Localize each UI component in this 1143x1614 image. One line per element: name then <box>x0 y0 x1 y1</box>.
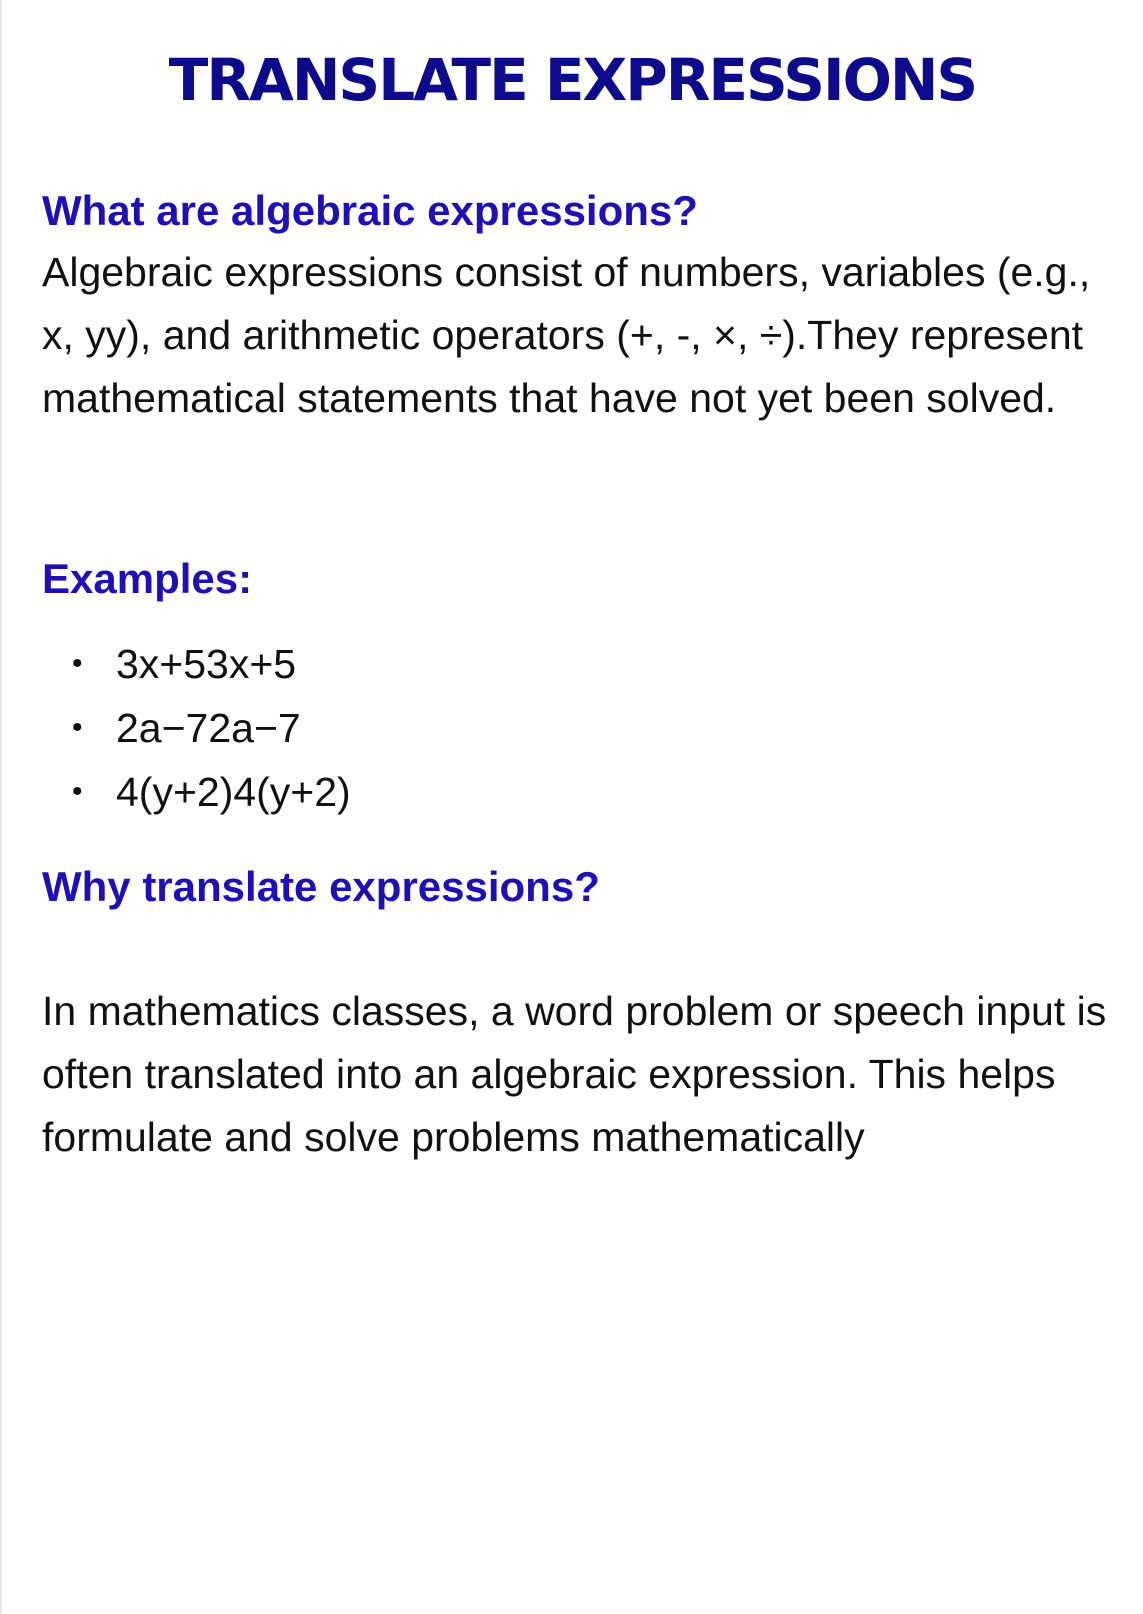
list-item <box>72 696 351 760</box>
section-heading-what: What are algebraic expressions? <box>42 187 698 234</box>
section-body-why: In mathematics classes, a word problem or speech input is often translated into an algebraic expression. This helps formulate and solve problems mathematically <box>42 988 1107 1160</box>
example-expression: 2a−72a−7 <box>116 705 301 751</box>
example-expression: 4(y+2)4(y+2) <box>116 769 351 815</box>
example-expression: 3x+53x+5 <box>116 641 297 687</box>
list-item <box>72 632 351 696</box>
list-item <box>72 760 351 824</box>
page-title: TRANSLATE EXPRESSIONS <box>168 46 977 114</box>
bullet-icon: • <box>72 711 83 744</box>
document-page <box>2 0 1143 1614</box>
bullet-icon: • <box>72 647 83 680</box>
examples-list <box>72 632 351 824</box>
bullet-icon: • <box>72 775 83 808</box>
section-heading-why: Why translate expressions? <box>42 863 600 910</box>
section-body-what: Algebraic expressions consist of numbers, variables (e.g., x, yy), and arithmetic operators (+, -, ×, ÷).They represent mathematical statements that have not yet been solved. <box>42 249 1091 421</box>
section-heading-examples: Examples: <box>42 555 253 602</box>
